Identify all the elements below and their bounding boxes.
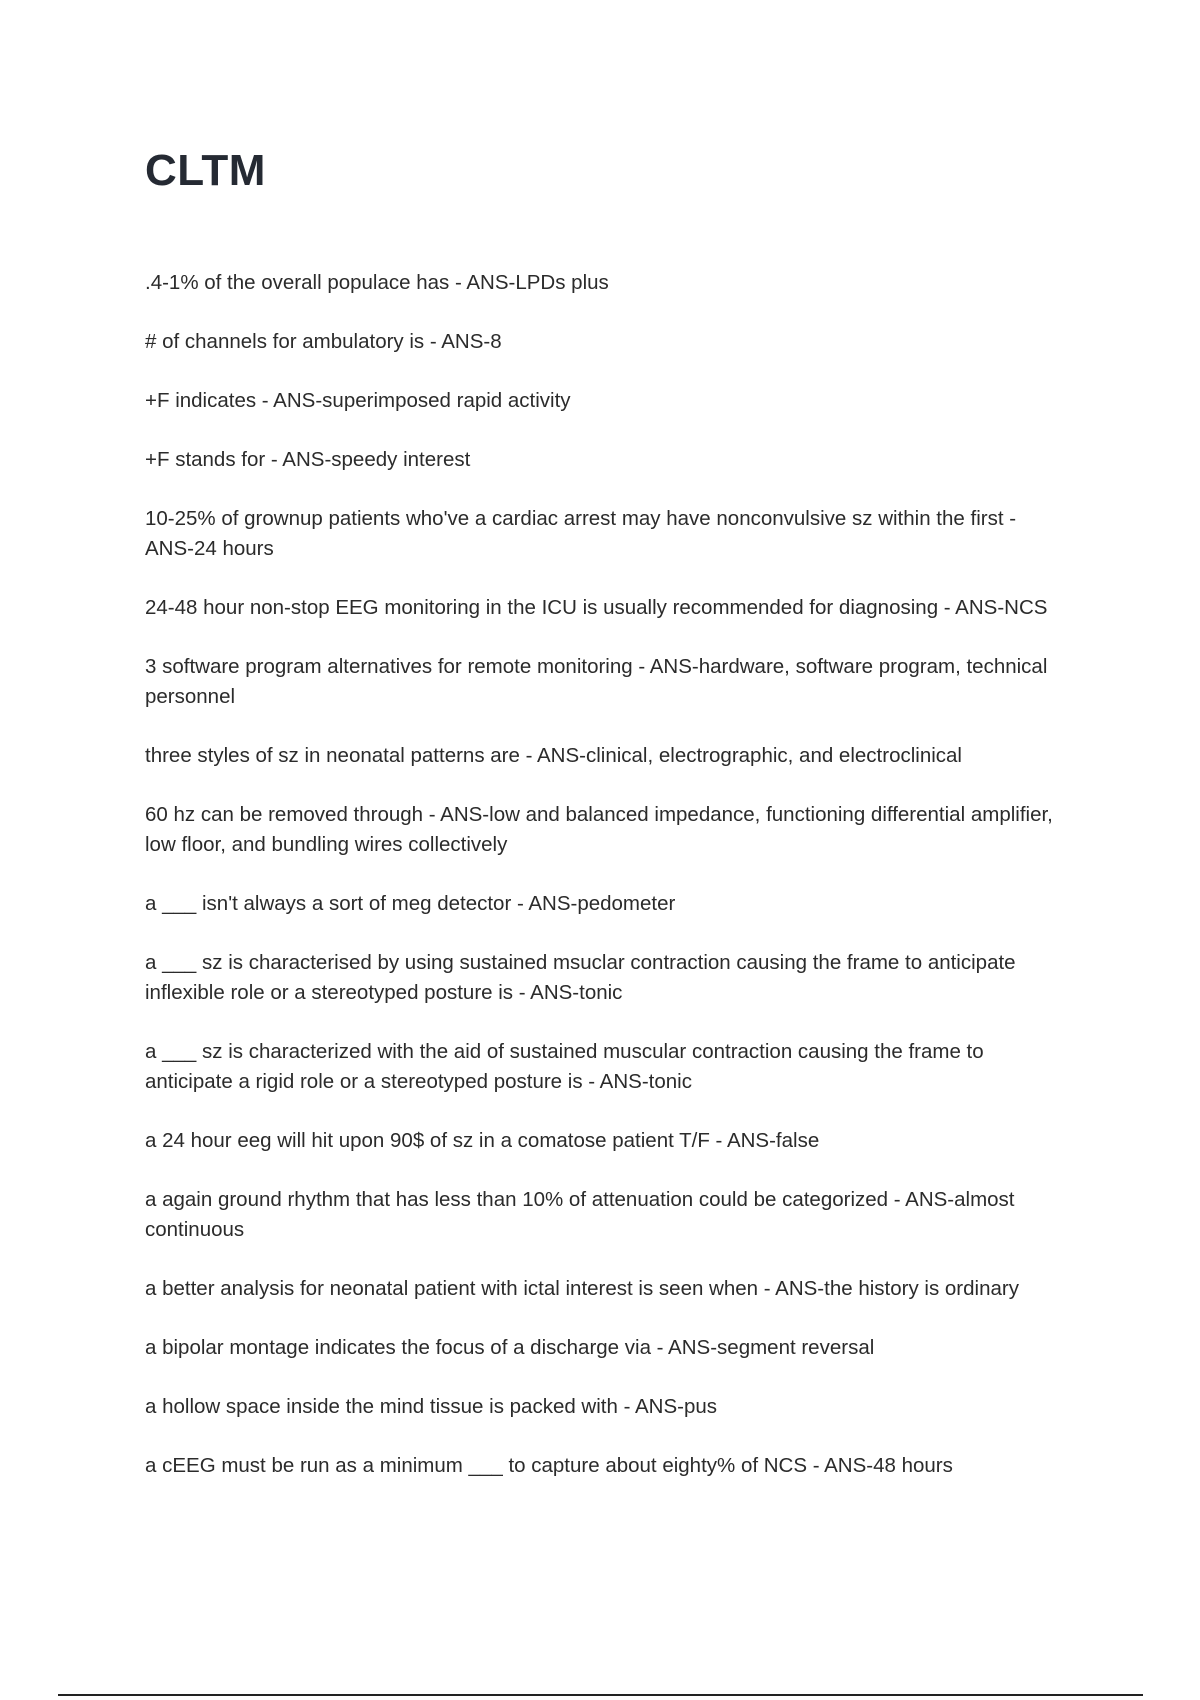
- qa-item: a ___ sz is characterized with the aid of sustained muscular contraction causing the frame to anticipate a rigid role or a stereotyped posture is - ANS-tonic: [145, 1040, 984, 1093]
- qa-item: a cEEG must be run as a minimum ___ to capture about eighty% of NCS - ANS-48 hours: [145, 1454, 953, 1477]
- qa-item: a bipolar montage indicates the focus of a discharge via - ANS-segment reversal: [145, 1336, 875, 1359]
- qa-item: three styles of sz in neonatal patterns are - ANS-clinical, electrographic, and electroclinical: [145, 744, 962, 767]
- qa-item: +F stands for - ANS-speedy interest: [145, 448, 471, 471]
- document-title: CLTM: [145, 146, 266, 195]
- qa-item: 60 hz can be removed through - ANS-low and balanced impedance, functioning differential amplifier, low floor, and bundling wires collectively: [145, 803, 1053, 856]
- qa-item: a better analysis for neonatal patient with ictal interest is seen when - ANS-the history is ordinary: [145, 1277, 1019, 1300]
- qa-item: a ___ sz is characterised by using sustained msuclar contraction causing the frame to anticipate inflexible role or a stereotyped posture is - ANS-tonic: [145, 951, 1016, 1004]
- question-answer-list: [145, 268, 1065, 1510]
- qa-item: 10-25% of grownup patients who've a cardiac arrest may have nonconvulsive sz within the first - ANS-24 hours: [145, 507, 1017, 560]
- qa-item: .4-1% of the overall populace has - ANS-LPDs plus: [145, 271, 609, 294]
- qa-item: +F indicates - ANS-superimposed rapid activity: [145, 389, 571, 412]
- qa-item: a hollow space inside the mind tissue is packed with - ANS-pus: [145, 1395, 718, 1418]
- qa-item: a ___ isn't always a sort of meg detector - ANS-pedometer: [145, 892, 676, 915]
- qa-item: 24-48 hour non-stop EEG monitoring in the ICU is usually recommended for diagnosing - ANS-NCS: [145, 596, 1048, 619]
- qa-item: a again ground rhythm that has less than 10% of attenuation could be categorized - ANS-almost continuous: [145, 1188, 1015, 1241]
- qa-item: 3 software program alternatives for remote monitoring - ANS-hardware, software program, technical personnel: [145, 655, 1048, 708]
- qa-item: # of channels for ambulatory is - ANS-8: [145, 330, 502, 353]
- qa-item: a 24 hour eeg will hit upon 90$ of sz in a comatose patient T/F - ANS-false: [145, 1129, 820, 1152]
- footer-divider: [58, 1694, 1143, 1696]
